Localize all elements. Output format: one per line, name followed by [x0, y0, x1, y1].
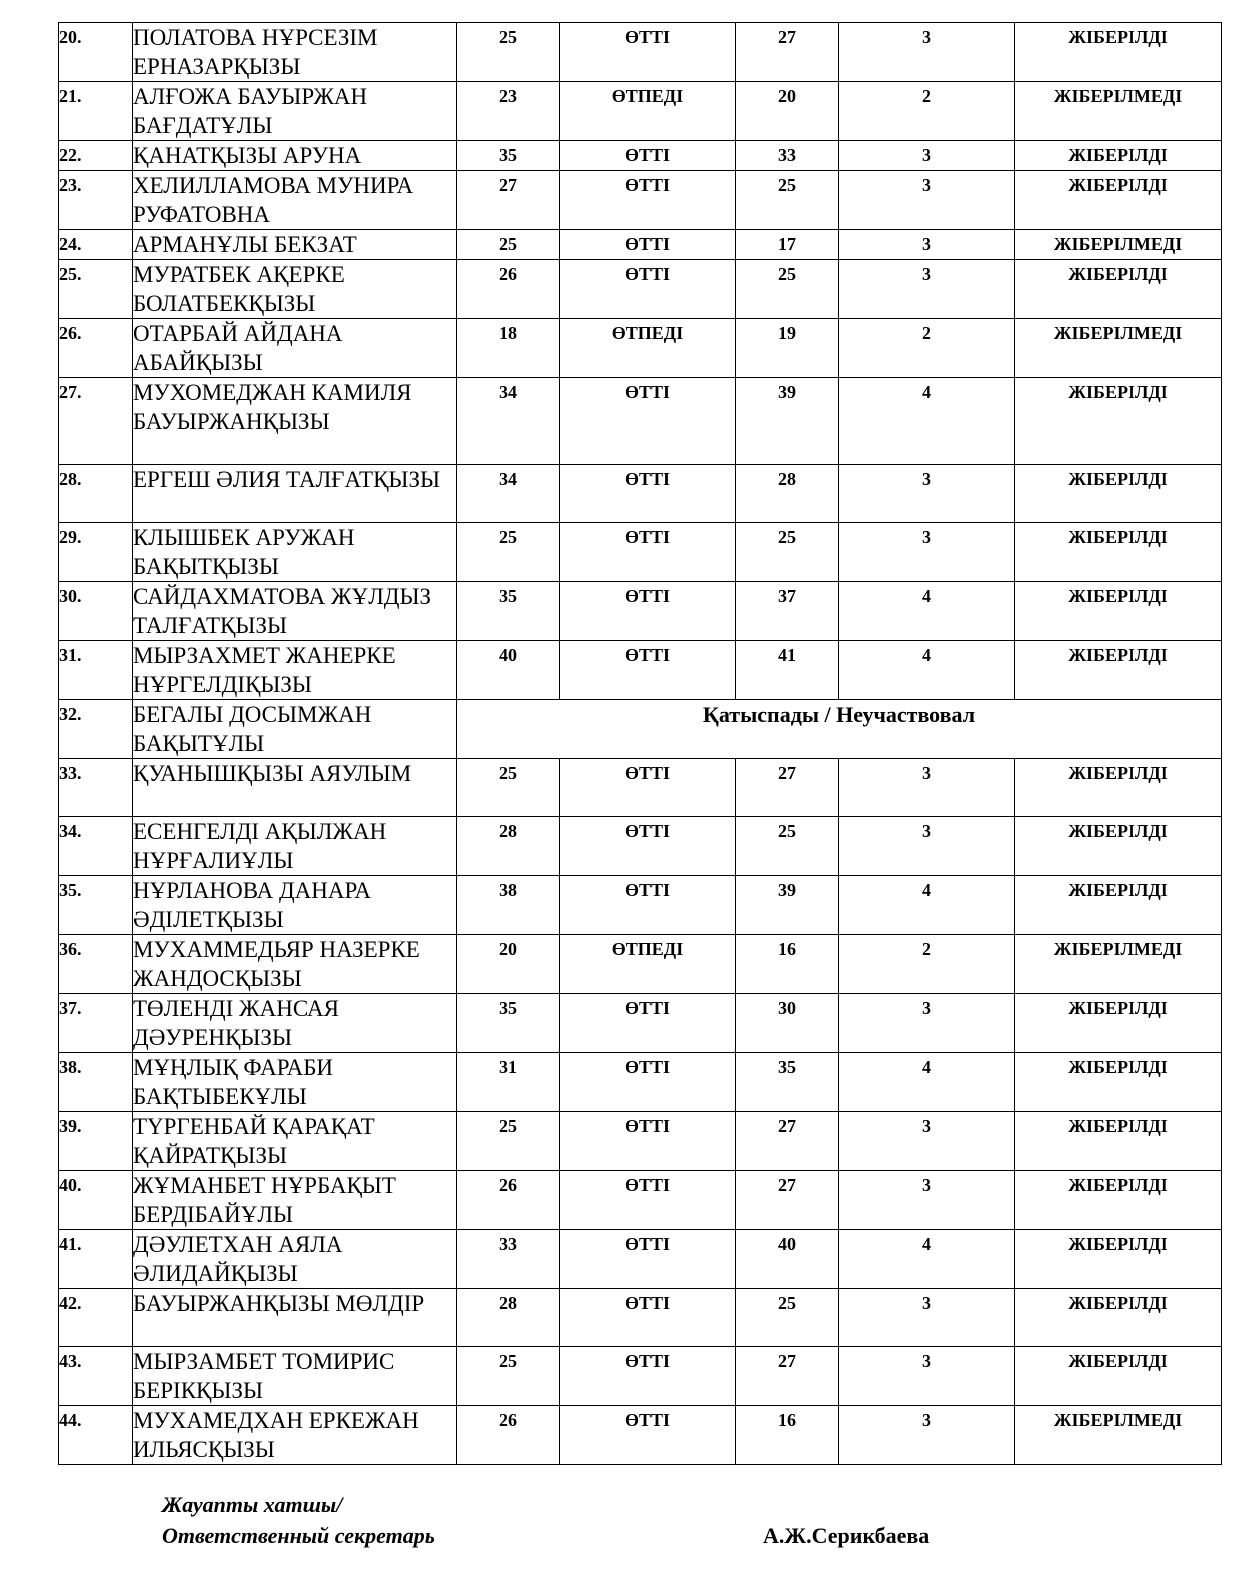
grade: 4 [839, 582, 1015, 641]
score-1: 26 [457, 1171, 560, 1230]
student-name: КЛЫШБЕК АРУЖАН БАҚЫТҚЫЗЫ [133, 523, 457, 582]
row-number: 39. [59, 1112, 133, 1171]
grade: 4 [839, 1053, 1015, 1112]
score-1: 34 [457, 465, 560, 523]
student-name: ЕРГЕШ ӘЛИЯ ТАЛҒАТҚЫЗЫ [133, 465, 457, 523]
admission-status: ЖІБЕРІЛДІ [1015, 1289, 1222, 1347]
row-number: 29. [59, 523, 133, 582]
admission-status: ЖІБЕРІЛДІ [1015, 582, 1222, 641]
student-name: ТӨЛЕНДІ ЖАНСАЯ ДӘУРЕНҚЫЗЫ [133, 994, 457, 1053]
score-2: 20 [736, 82, 839, 141]
result-1: ӨТТІ [560, 1230, 736, 1289]
row-number: 24. [59, 230, 133, 260]
grade: 3 [839, 523, 1015, 582]
score-1: 18 [457, 319, 560, 378]
student-name: ЕСЕНГЕЛДІ АҚЫЛЖАН НҰРҒАЛИҰЛЫ [133, 817, 457, 876]
result-1: ӨТТІ [560, 171, 736, 230]
score-1: 40 [457, 641, 560, 700]
result-1: ӨТТІ [560, 1347, 736, 1406]
table-row [59, 700, 1222, 759]
grade: 3 [839, 1347, 1015, 1406]
student-name: МЫРЗАХМЕТ ЖАНЕРКЕ НҰРГЕЛДІҚЫЗЫ [133, 641, 457, 700]
admission-status: ЖІБЕРІЛДІ [1015, 1171, 1222, 1230]
table-row [59, 1112, 1222, 1171]
score-1: 25 [457, 23, 560, 82]
score-1: 20 [457, 935, 560, 994]
score-2: 39 [736, 876, 839, 935]
score-2: 27 [736, 1347, 839, 1406]
table-row [59, 935, 1222, 994]
admission-status: ЖІБЕРІЛДІ [1015, 171, 1222, 230]
admission-status: ЖІБЕРІЛМЕДІ [1015, 1406, 1222, 1465]
row-number: 23. [59, 171, 133, 230]
student-name: ТҮРГЕНБАЙ ҚАРАҚАТ ҚАЙРАТҚЫЗЫ [133, 1112, 457, 1171]
row-number: 31. [59, 641, 133, 700]
results-table [58, 22, 1222, 1465]
result-1: ӨТТІ [560, 759, 736, 817]
score-2: 27 [736, 1112, 839, 1171]
score-1: 25 [457, 1112, 560, 1171]
table-row [59, 465, 1222, 523]
row-number: 32. [59, 700, 133, 759]
row-number: 35. [59, 876, 133, 935]
student-name: БЕГАЛЫ ДОСЫМЖАН БАҚЫТҰЛЫ [133, 700, 457, 759]
admission-status: ЖІБЕРІЛДІ [1015, 465, 1222, 523]
admission-status: ЖІБЕРІЛДІ [1015, 23, 1222, 82]
row-number: 21. [59, 82, 133, 141]
row-number: 40. [59, 1171, 133, 1230]
result-1: ӨТТІ [560, 141, 736, 171]
result-1: ӨТТІ [560, 465, 736, 523]
admission-status: ЖІБЕРІЛДІ [1015, 260, 1222, 319]
result-1: ӨТТІ [560, 1112, 736, 1171]
row-number: 37. [59, 994, 133, 1053]
grade: 3 [839, 230, 1015, 260]
score-2: 27 [736, 1171, 839, 1230]
grade: 3 [839, 1289, 1015, 1347]
score-1: 38 [457, 876, 560, 935]
score-2: 16 [736, 935, 839, 994]
grade: 3 [839, 465, 1015, 523]
score-1: 25 [457, 230, 560, 260]
student-name: ОТАРБАЙ АЙДАНА АБАЙҚЫЗЫ [133, 319, 457, 378]
grade: 4 [839, 641, 1015, 700]
score-2: 25 [736, 1289, 839, 1347]
row-number: 44. [59, 1406, 133, 1465]
result-1: ӨТПЕДІ [560, 935, 736, 994]
grade: 3 [839, 1406, 1015, 1465]
signatory-title-ru: Ответственный секретарь [162, 1523, 435, 1548]
score-2: 33 [736, 141, 839, 171]
score-1: 26 [457, 260, 560, 319]
student-name: АРМАНҰЛЫ БЕКЗАТ [133, 230, 457, 260]
student-name: МУХОМЕДЖАН КАМИЛЯ БАУЫРЖАНҚЫЗЫ [133, 378, 457, 465]
score-1: 25 [457, 1347, 560, 1406]
score-1: 27 [457, 171, 560, 230]
admission-status: ЖІБЕРІЛДІ [1015, 641, 1222, 700]
score-2: 17 [736, 230, 839, 260]
table-row [59, 1406, 1222, 1465]
result-1: ӨТТІ [560, 23, 736, 82]
row-number: 25. [59, 260, 133, 319]
grade: 4 [839, 1230, 1015, 1289]
table-row [59, 817, 1222, 876]
student-name: МУХАММЕДЬЯР НАЗЕРКЕ ЖАНДОСҚЫЗЫ [133, 935, 457, 994]
grade: 3 [839, 1171, 1015, 1230]
result-1: ӨТТІ [560, 230, 736, 260]
student-name: МУРАТБЕК АҚЕРКЕ БОЛАТБЕКҚЫЗЫ [133, 260, 457, 319]
table-row [59, 759, 1222, 817]
score-2: 35 [736, 1053, 839, 1112]
score-1: 35 [457, 582, 560, 641]
score-2: 28 [736, 465, 839, 523]
grade: 4 [839, 378, 1015, 465]
score-2: 19 [736, 319, 839, 378]
admission-status: ЖІБЕРІЛДІ [1015, 876, 1222, 935]
student-name: ДӘУЛЕТХАН АЯЛА ӘЛИДАЙҚЫЗЫ [133, 1230, 457, 1289]
row-number: 41. [59, 1230, 133, 1289]
grade: 3 [839, 994, 1015, 1053]
student-name: ҚАНАТҚЫЗЫ АРУНА [133, 141, 457, 171]
grade: 3 [839, 759, 1015, 817]
row-number: 20. [59, 23, 133, 82]
admission-status: ЖІБЕРІЛМЕДІ [1015, 935, 1222, 994]
table-row [59, 378, 1222, 465]
grade: 3 [839, 171, 1015, 230]
result-1: ӨТТІ [560, 378, 736, 465]
student-name: МУХАМЕДХАН ЕРКЕЖАН ИЛЬЯСҚЫЗЫ [133, 1406, 457, 1465]
result-1: ӨТТІ [560, 582, 736, 641]
result-1: ӨТПЕДІ [560, 82, 736, 141]
student-name: ПОЛАТОВА НҰРСЕЗІМ ЕРНАЗАРҚЫЗЫ [133, 23, 457, 82]
row-number: 38. [59, 1053, 133, 1112]
table-row [59, 994, 1222, 1053]
admission-status: ЖІБЕРІЛДІ [1015, 1230, 1222, 1289]
row-number: 43. [59, 1347, 133, 1406]
admission-status: ЖІБЕРІЛДІ [1015, 523, 1222, 582]
student-name: БАУЫРЖАНҚЫЗЫ МӨЛДІР [133, 1289, 457, 1347]
score-2: 40 [736, 1230, 839, 1289]
admission-status: ЖІБЕРІЛДІ [1015, 759, 1222, 817]
row-number: 34. [59, 817, 133, 876]
grade: 2 [839, 935, 1015, 994]
table-row [59, 582, 1222, 641]
result-1: ӨТТІ [560, 1406, 736, 1465]
score-2: 16 [736, 1406, 839, 1465]
student-name: МҰҢЛЫҚ ФАРАБИ БАҚТЫБЕКҰЛЫ [133, 1053, 457, 1112]
grade: 3 [839, 260, 1015, 319]
student-name: ЖҰМАНБЕТ НҰРБАҚЫТ БЕРДІБАЙҰЛЫ [133, 1171, 457, 1230]
result-1: ӨТПЕДІ [560, 319, 736, 378]
score-1: 26 [457, 1406, 560, 1465]
table-row [59, 23, 1222, 82]
admission-status: ЖІБЕРІЛМЕДІ [1015, 319, 1222, 378]
score-2: 39 [736, 378, 839, 465]
table-row [59, 171, 1222, 230]
score-2: 27 [736, 23, 839, 82]
table-row [59, 1289, 1222, 1347]
admission-status: ЖІБЕРІЛДІ [1015, 378, 1222, 465]
score-2: 37 [736, 582, 839, 641]
score-1: 23 [457, 82, 560, 141]
result-1: ӨТТІ [560, 523, 736, 582]
row-number: 36. [59, 935, 133, 994]
row-number: 30. [59, 582, 133, 641]
score-1: 28 [457, 1289, 560, 1347]
grade: 3 [839, 1112, 1015, 1171]
row-number: 28. [59, 465, 133, 523]
student-name: НҰРЛАНОВА ДАНАРА ӘДІЛЕТҚЫЗЫ [133, 876, 457, 935]
admission-status: ЖІБЕРІЛДІ [1015, 1112, 1222, 1171]
table-row [59, 641, 1222, 700]
row-number: 22. [59, 141, 133, 171]
table-row [59, 876, 1222, 935]
result-1: ӨТТІ [560, 994, 736, 1053]
grade: 3 [839, 23, 1015, 82]
score-2: 25 [736, 817, 839, 876]
result-1: ӨТТІ [560, 260, 736, 319]
student-name: ХЕЛИЛЛАМОВА МУНИРА РУФАТОВНА [133, 171, 457, 230]
table-row [59, 1347, 1222, 1406]
absent-note: Қатыспады / Неучаствовал [457, 700, 1222, 759]
score-2: 25 [736, 523, 839, 582]
score-1: 34 [457, 378, 560, 465]
admission-status: ЖІБЕРІЛДІ [1015, 1347, 1222, 1406]
admission-status: ЖІБЕРІЛДІ [1015, 994, 1222, 1053]
grade: 4 [839, 876, 1015, 935]
grade: 2 [839, 319, 1015, 378]
student-name: ҚУАНЫШҚЫЗЫ АЯУЛЫМ [133, 759, 457, 817]
table-row [59, 319, 1222, 378]
admission-status: ЖІБЕРІЛДІ [1015, 141, 1222, 171]
signatory-title-kz: Жауапты хатшы/ [162, 1492, 343, 1517]
result-1: ӨТТІ [560, 1289, 736, 1347]
table-row [59, 82, 1222, 141]
table-row [59, 230, 1222, 260]
row-number: 42. [59, 1289, 133, 1347]
admission-status: ЖІБЕРІЛДІ [1015, 817, 1222, 876]
score-1: 25 [457, 759, 560, 817]
table-row [59, 1053, 1222, 1112]
table-row [59, 1171, 1222, 1230]
admission-status: ЖІБЕРІЛМЕДІ [1015, 230, 1222, 260]
row-number: 26. [59, 319, 133, 378]
score-2: 30 [736, 994, 839, 1053]
admission-status: ЖІБЕРІЛМЕДІ [1015, 82, 1222, 141]
row-number: 33. [59, 759, 133, 817]
student-name: МЫРЗАМБЕТ ТОМИРИС БЕРІКҚЫЗЫ [133, 1347, 457, 1406]
table-row [59, 141, 1222, 171]
result-1: ӨТТІ [560, 641, 736, 700]
row-number: 27. [59, 378, 133, 465]
score-2: 25 [736, 171, 839, 230]
admission-status: ЖІБЕРІЛДІ [1015, 1053, 1222, 1112]
student-name: АЛҒОЖА БАУЫРЖАН БАҒДАТҰЛЫ [133, 82, 457, 141]
result-1: ӨТТІ [560, 1171, 736, 1230]
table-row [59, 260, 1222, 319]
score-1: 31 [457, 1053, 560, 1112]
grade: 2 [839, 82, 1015, 141]
grade: 3 [839, 141, 1015, 171]
score-1: 33 [457, 1230, 560, 1289]
result-1: ӨТТІ [560, 876, 736, 935]
table-row [59, 523, 1222, 582]
score-1: 35 [457, 994, 560, 1053]
score-2: 27 [736, 759, 839, 817]
student-name: САЙДАХМАТОВА ЖҰЛДЫЗ ТАЛҒАТҚЫЗЫ [133, 582, 457, 641]
grade: 3 [839, 817, 1015, 876]
score-1: 28 [457, 817, 560, 876]
result-1: ӨТТІ [560, 1053, 736, 1112]
result-1: ӨТТІ [560, 817, 736, 876]
score-1: 25 [457, 523, 560, 582]
score-2: 41 [736, 641, 839, 700]
table-row [59, 1230, 1222, 1289]
signatory-name: А.Ж.Серикбаева [763, 1523, 930, 1548]
score-1: 35 [457, 141, 560, 171]
score-2: 25 [736, 260, 839, 319]
